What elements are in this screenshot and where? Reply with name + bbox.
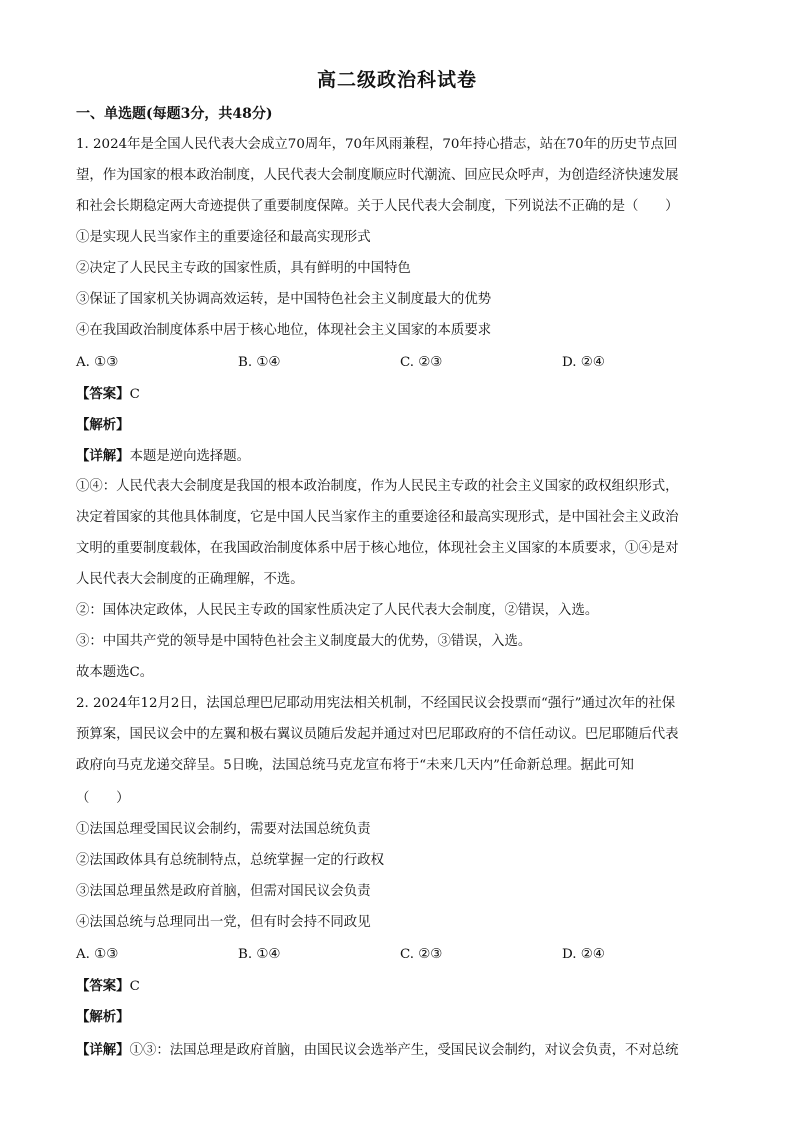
q1-option-a: A. ①③ [76, 355, 119, 370]
detail-text: ①③：法国总理是政府首脑，由国民议会选举产生，受国民议会制约，对议会负责，不对总统 [129, 1043, 679, 1058]
q1-statement: ①是实现人民当家作主的重要途径和最高实现形式 [76, 230, 371, 245]
q1-answer [76, 384, 718, 405]
q2-answer [76, 976, 718, 997]
answer-label: 【答案】 [76, 386, 130, 402]
q2-statement: ②法国政体具有总统制特点，总统掌握一定的行政权 [76, 853, 384, 868]
q2-stem-line: 政府向马克龙递交辞呈。5日晚，法国总统马克龙宣布将于“未来几天内”任命新总理。据此可知 [76, 758, 634, 773]
section-heading: 一、单选题(每题3分，共48分) [76, 106, 273, 122]
q2-statement: ③法国总理虽然是政府首脑，但需对国民议会负责 [76, 884, 371, 899]
q2-stem-line: 2. 2024年12月2日，法国总理巴尼耶动用宪法相关机制，不经国民议会投票而“强行”通过次年的社保 [76, 696, 676, 711]
q2-analysis-label: 【解析】 [76, 1009, 130, 1025]
q1-detail-line: 文明的重要制度载体，在我国政治制度体系中居于核心地位，体现社会主义国家的本质要求，①④是对 [76, 541, 679, 556]
q2-stem-line: 预算案，国民议会中的左翼和极右翼议员随后发起并通过对巴尼耶政府的不信任动议。巴尼耶随后代表 [76, 727, 679, 742]
q2-option-b: B. ①④ [238, 947, 281, 962]
q1-detail-line: ③：中国共产党的领导是中国特色社会主义制度最大的优势，③错误，入选。 [76, 634, 532, 649]
q1-statement: ③保证了国家机关协调高效运转，是中国特色社会主义制度最大的优势 [76, 292, 492, 307]
q1-option-c: C. ②③ [400, 355, 443, 370]
q1-analysis-label: 【解析】 [76, 417, 130, 433]
q2-detail-intro [76, 1040, 718, 1061]
q2-statement: ①法国总理受国民议会制约，需要对法国总统负责 [76, 822, 371, 837]
detail-label: 【详解】 [76, 448, 130, 464]
q2-option-a: A. ①③ [76, 947, 119, 962]
q1-stem-line: 望，作为国家的根本政治制度，人民代表大会制度顺应时代潮流、回应民众呼声，为创造经济快速发展 [76, 168, 679, 183]
q1-statement: ②决定了人民民主专政的国家性质，具有鲜明的中国特色 [76, 261, 411, 276]
q1-detail-line: ②：国体决定政体，人民民主专政的国家性质决定了人民代表大会制度，②错误，入选。 [76, 603, 599, 618]
q1-statement: ④在我国政治制度体系中居于核心地位，体现社会主义国家的本质要求 [76, 323, 492, 338]
q2-option-d: D. ②④ [562, 947, 605, 962]
q1-option-b: B. ①④ [238, 355, 281, 370]
page-title: 高二级政治科试卷 [316, 69, 477, 91]
q1-detail-line: ①④：人民代表大会制度是我国的根本政治制度，作为人民民主专政的社会主义国家的政权组织形式， [76, 479, 679, 494]
answer-value: C [129, 387, 140, 402]
answer-value: C [129, 979, 140, 994]
answer-label: 【答案】 [76, 978, 130, 994]
q1-stem-line: 和社会长期稳定两大奇迹提供了重要制度保障。关于人民代表大会制度，下列说法不正确的是（ ） [76, 199, 679, 214]
q1-detail-line: 人民代表大会制度的正确理解，不选。 [76, 572, 304, 587]
detail-text: 本题是逆向选择题。 [129, 449, 251, 464]
q1-detail-line: 决定着国家的其他具体制度，它是中国人民当家作主的重要途径和最高实现形式，是中国社会主义政治 [76, 510, 679, 525]
detail-label: 【详解】 [76, 1042, 130, 1058]
q1-stem-line: 1. 2024年是全国人民代表大会成立70周年，70年风雨兼程，70年持心措志，站在70年的历史节点回 [76, 137, 678, 152]
q1-option-d: D. ②④ [562, 355, 605, 370]
q1-detail-intro [76, 446, 718, 467]
q2-stem-line: （ ） [76, 791, 130, 806]
q2-statement: ④法国总统与总理同出一党，但有时会持不同政见 [76, 915, 371, 930]
q1-conclusion: 故本题选C。 [76, 665, 154, 680]
q2-option-c: C. ②③ [400, 947, 443, 962]
